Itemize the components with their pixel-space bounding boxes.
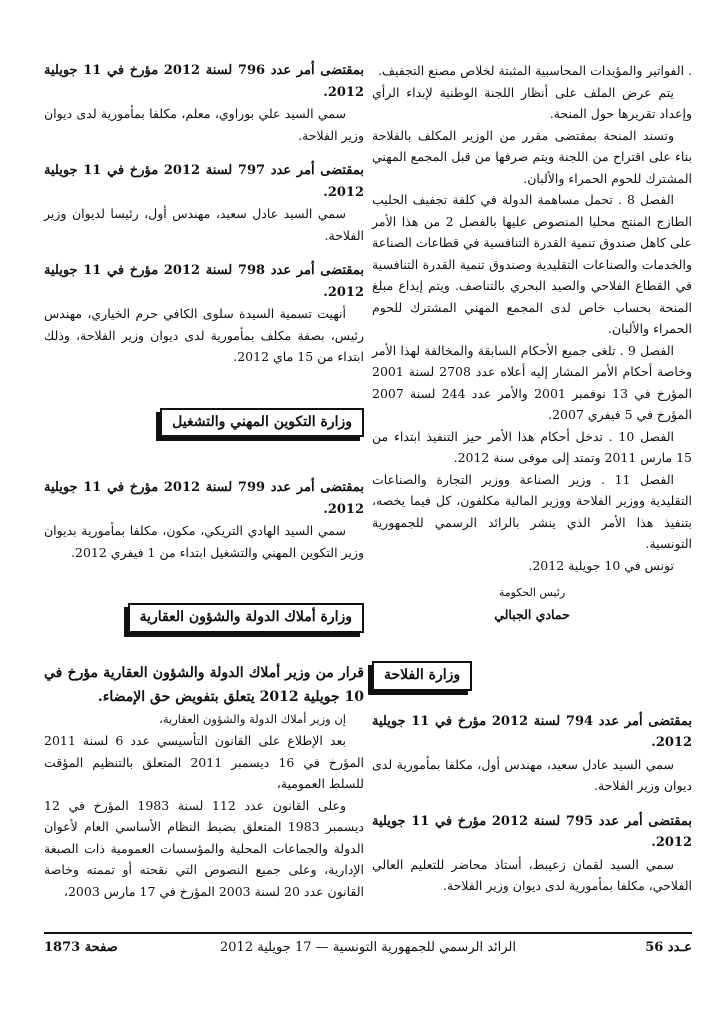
page-footer xyxy=(44,932,692,955)
decree-797-body: سمي السيد عادل سعيد، مهندس أول، رئيسا لديوان وزير الفلاحة. xyxy=(44,206,364,243)
left-column xyxy=(44,60,364,902)
decree-798-title: بمقتضى أمر عدد 798 لسنة 2012 مؤرخ في 11 جويلية 2012. xyxy=(44,263,364,300)
article-9: الفصل 9 . تلغى جميع الأحكام السابقة والمخالفة لهذا الأمر وخاصة أحكام الأمر المشار إليه أعلاه عدد 2708 لسنة 2001 المؤرخ في 13 نوفمبر 2001 والأمر عدد 244 لسنة 2007 المؤرخ في 5 فيفري 2007. xyxy=(372,342,692,422)
page-number: صفحة 1873 xyxy=(44,940,118,955)
decree-796-title: بمقتضى أمر عدد 796 لسنة 2012 مؤرخ في 11 جويلية 2012. xyxy=(44,63,364,100)
journal-name: الرائد الرسمي للجمهورية التونسية — 17 جويلية 2012 xyxy=(220,940,516,955)
signature-title: رئيس الحكومة xyxy=(498,586,566,599)
date-place: تونس في 10 جويلية 2012. xyxy=(528,557,674,573)
decree-799-title: بمقتضى أمر عدد 799 لسنة 2012 مؤرخ في 11 جويلية 2012. xyxy=(44,480,364,517)
order-intro: إن وزير أملاك الدولة والشؤون العقارية، xyxy=(159,711,346,726)
order-paragraph-2: وعلى القانون عدد 112 لسنة 1983 المؤرخ في 12 ديسمبر 1983 المتعلق بضبط النظام الأساسي العام لأعوان الدولة والجماعات المحلية والمؤسسات العمومية ذات الصبغة الإدارية، وعلى جميع النصوص التي نقحته أو تممته وخاصة القانون عدد 20 لسنة 2003 المؤرخ في 17 مارس 2003، xyxy=(44,797,364,899)
article-11: الفصل 11 . وزير الصناعة ووزير التجارة والصناعات التقليدية ووزير الفلاحة ووزير المالية مكلفون، كل فيما يخصه، بتنفيذ هذا الأمر الذي ينشر بالرائد الرسمي للجمهورية التونسية. xyxy=(372,471,692,551)
decree-799-body: سمي السيد الهادي التريكي، مكون، مكلفا بمأمورية بديوان وزير التكوين المهني والتشغيل ابتداء من 1 فيفري 2012. xyxy=(44,523,364,560)
ministry-vocational-training-box: وزارة التكوين المهني والتشغيل xyxy=(160,408,364,438)
decree-797-title: بمقتضى أمر عدد 797 لسنة 2012 مؤرخ في 11 جويلية 2012. xyxy=(44,163,364,200)
ministry-box-wrapper xyxy=(372,661,692,691)
ministry-agriculture-box: وزارة الفلاحة xyxy=(372,661,472,691)
decree-794-title: بمقتضى أمر عدد 794 لسنة 2012 مؤرخ في 11 جويلية 2012. xyxy=(372,713,692,750)
issue-number: عـدد 56 xyxy=(645,940,692,955)
decree-795-body: سمي السيد لقمان زعيبط، أستاذ محاضر للتعليم العالي الفلاحي، مكلفا بمأمورية لدى ديوان وزير الفلاحة. xyxy=(372,856,692,893)
intro-paragraph-2: يتم عرض الملف على أنظار اللجنة الوطنية لإبداء الرأي وإعداد تقريرها حول المنحة. xyxy=(372,84,692,121)
ministry-state-property-box: وزارة أملاك الدولة والشؤون العقارية xyxy=(128,603,364,633)
ministry-box-wrapper-2 xyxy=(44,603,364,633)
decree-798-body: أنهيت تسمية السيدة سلوى الكافي حرم الخياري، مهندس رئيس، بصفة مكلف بمأمورية لدى ديوان وزير الفلاحة، وذلك ابتداء من 15 ماي 2012. xyxy=(44,306,364,364)
article-8: الفصل 8 . تحمل مساهمة الدولة في كلفة تجفيف الحليب الطازج المنتج محليا المنصوص عليها بالفصل 2 من هذا الأمر على كاهل صندوق تنمية القدرة التنافسية في قطاعات الصناعة والخدمات والصناعات التقليدية وصندوق تنمية القدرة التنافسية في القطاع الفلاحي والصيد البحري بالتناصف. ويتم إيداع مبلغ المنحة بحساب خاص لدى المجمع المهني المشترك للحوم الحمراء والألبان. xyxy=(372,192,693,336)
article-10: الفصل 10 . تدخل أحكام هذا الأمر حيز التنفيذ ابتداء من 15 مارس 2011 وتمتد إلى موفى سنة 2012. xyxy=(372,428,692,465)
order-title: قرار من وزير أملاك الدولة والشؤون العقارية مؤرخ في 10 جويلية 2012 يتعلق بتفويض حق الإمضاء. xyxy=(44,664,364,705)
right-column xyxy=(372,60,692,897)
intro-paragraph-1: . الفواتير والمؤيدات المحاسبية المثبتة لخلاص مصنع التجفيف. xyxy=(378,63,692,78)
decree-796-body: سمي السيد علي بوراوي، معلم، مكلفا بمأمورية لدى ديوان وزير الفلاحة. xyxy=(44,106,364,143)
ministry-box-wrapper-1 xyxy=(44,408,364,438)
decree-795-title: بمقتضى أمر عدد 795 لسنة 2012 مؤرخ في 11 جويلية 2012. xyxy=(372,813,692,850)
intro-paragraph-3: وتسند المنحة بمقتضى مقرر من الوزير المكلف بالفلاحة بناء على اقتراح من اللجنة ويتم صرفها من قبل المجمع المهني المشترك للحوم الحمراء والألبان. xyxy=(372,127,692,186)
order-paragraph-1: بعد الإطلاع على القانون التأسيسي عدد 6 لسنة 2011 المؤرخ في 16 ديسمبر 2011 المتعلق بالتنظيم المؤقت للسلط العمومية، xyxy=(44,733,364,791)
signature-name: حمادي الجبالي xyxy=(494,606,570,622)
decree-794-body: سمي السيد عادل سعيد، مهندس أول، مكلفا بمأمورية لدى ديوان وزير الفلاحة. xyxy=(372,756,692,793)
